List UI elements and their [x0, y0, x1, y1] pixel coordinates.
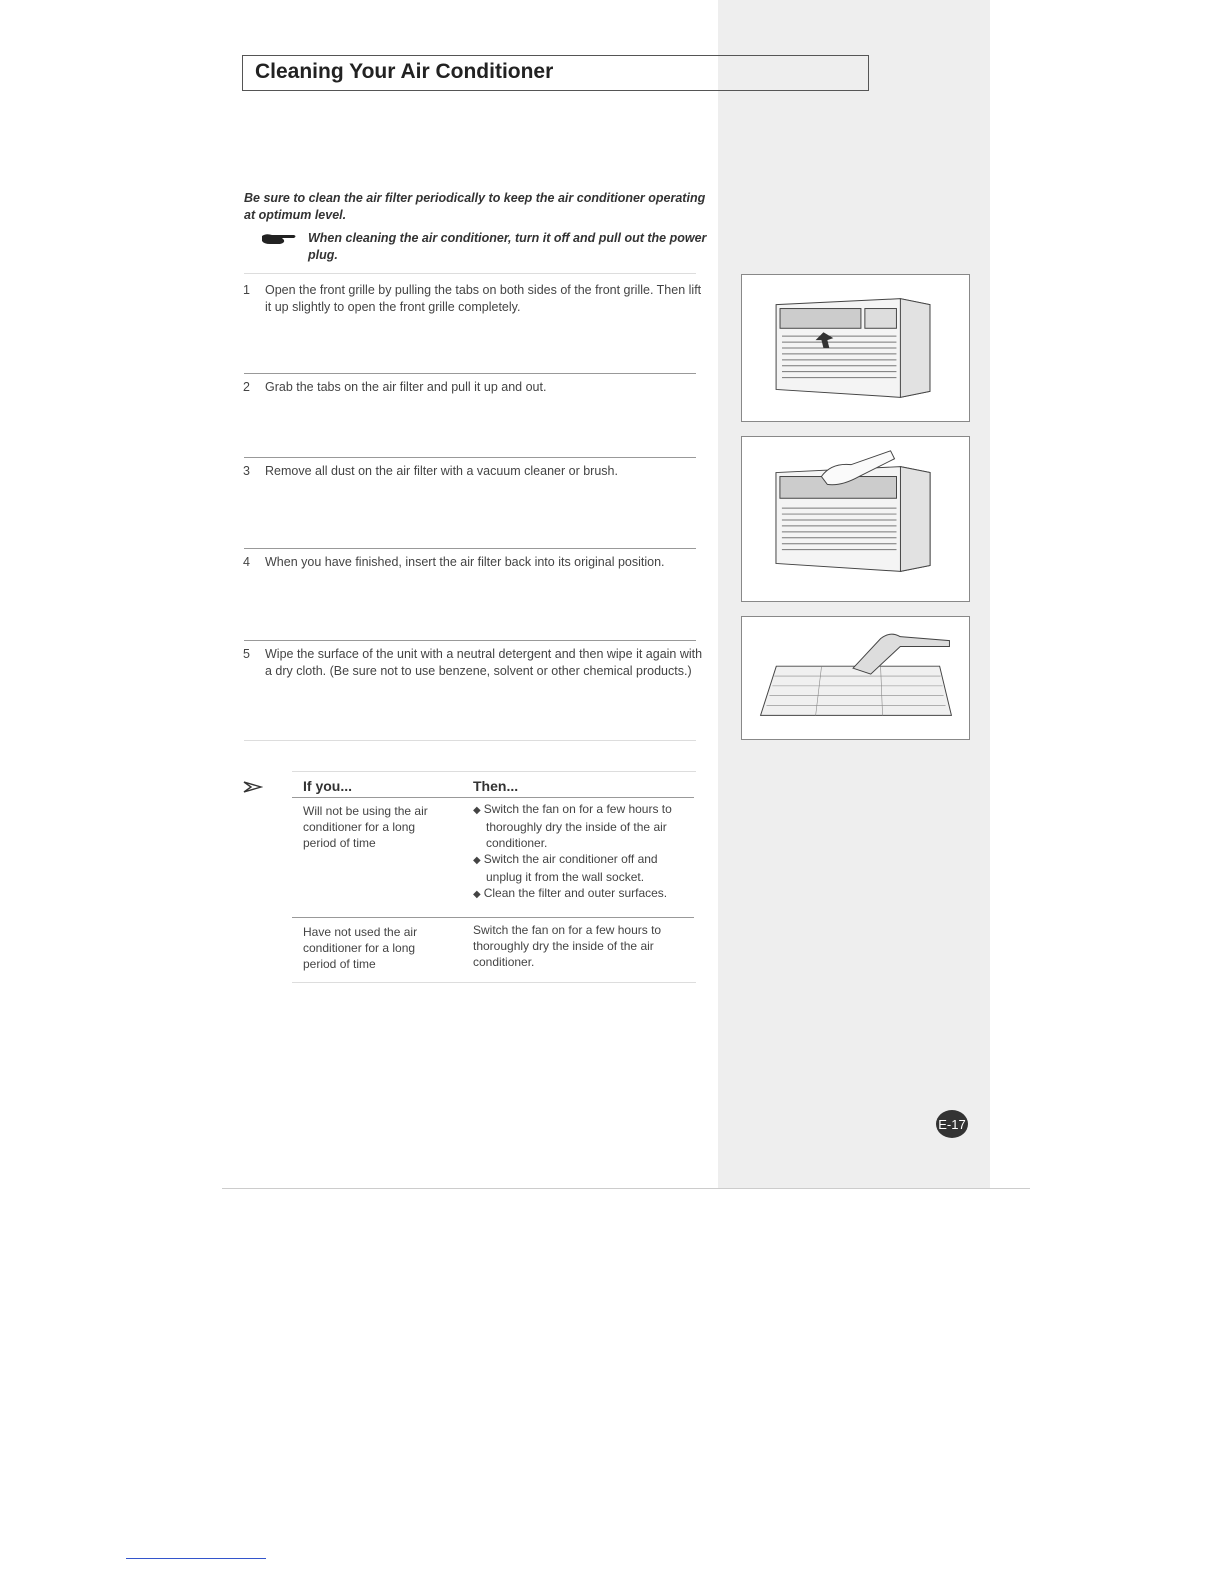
table-header-then: Then...: [473, 778, 519, 794]
divider: [292, 771, 696, 772]
step-3: [243, 463, 703, 480]
table-cell-if: Have not used the air conditioner for a long period of time: [303, 925, 418, 971]
bullet-diamond-icon: ◆: [473, 805, 481, 816]
table-cell-then: Switch the fan on for a few hours to thoroughly dry the inside of the air conditioner.: [473, 923, 662, 969]
divider: [244, 740, 696, 741]
table-cell-if: Will not be using the air conditioner for a long period of time: [303, 804, 428, 850]
step-number: 5: [243, 647, 250, 661]
step-1: [243, 282, 703, 316]
then-item: ◆ Switch the fan on for a few hours to thoroughly dry the inside of the air conditioner.: [473, 802, 672, 850]
vacuum-filter-illustration: [742, 617, 969, 739]
link-underline: [126, 1558, 266, 1559]
figure-vacuum-filter: [741, 616, 970, 740]
divider: [292, 917, 694, 918]
step-2: [243, 379, 703, 396]
then-item: ◆ Clean the filter and outer surfaces.: [473, 886, 668, 900]
page-bottom-rule: [222, 1188, 1030, 1189]
step-number: 2: [243, 380, 250, 394]
step-number: 1: [243, 283, 250, 297]
figure-open-grille: [741, 274, 970, 422]
caution-note: [260, 230, 710, 264]
divider: [244, 273, 696, 274]
step-text: Open the front grille by pulling the tabs on both sides of the front grille. Then lift it up slightly to open the front grille completely.: [265, 283, 702, 314]
step-text: Remove all dust on the air filter with a vacuum cleaner or brush.: [265, 464, 618, 478]
page-title-box: [242, 55, 869, 91]
caution-text: When cleaning the air conditioner, turn it off and pull out the power plug.: [308, 231, 707, 262]
step-number: 4: [243, 555, 250, 569]
step-4: [243, 554, 703, 571]
divider: [292, 797, 694, 798]
then-list: [473, 801, 688, 903]
divider: [244, 640, 696, 641]
divider: [244, 548, 696, 549]
page-title: Cleaning Your Air Conditioner: [255, 60, 554, 83]
figure-remove-filter: [741, 436, 970, 602]
intro-text: Be sure to clean the air filter periodically to keep the air conditioner operating at optimum level.: [244, 191, 706, 222]
step-number: 3: [243, 464, 250, 478]
air-conditioner-illustration: [742, 275, 969, 421]
bullet-diamond-icon: ◆: [473, 855, 481, 866]
step-text: Wipe the surface of the unit with a neutral detergent and then wipe it again with a dry cloth. (Be sure not to use benzene, solvent or other chemical products.): [265, 647, 703, 678]
divider: [292, 982, 696, 983]
air-conditioner-hand-illustration: [742, 437, 969, 601]
bullet-diamond-icon: ◆: [473, 889, 481, 900]
table-header-if: If you...: [303, 778, 352, 794]
step-text: Grab the tabs on the air filter and pull it up and out.: [265, 380, 547, 394]
table-cell-then: [473, 801, 688, 903]
then-item: ◆ Switch the air conditioner off and unplug it from the wall socket.: [473, 852, 658, 884]
divider: [244, 373, 696, 374]
pointing-hand-icon: [260, 230, 300, 248]
step-text: When you have finished, insert the air filter back into its original position.: [265, 555, 665, 569]
page-number-badge: E-17: [936, 1110, 968, 1138]
note-arrow-icon: [243, 780, 263, 794]
divider: [244, 457, 696, 458]
step-5: [243, 646, 705, 680]
